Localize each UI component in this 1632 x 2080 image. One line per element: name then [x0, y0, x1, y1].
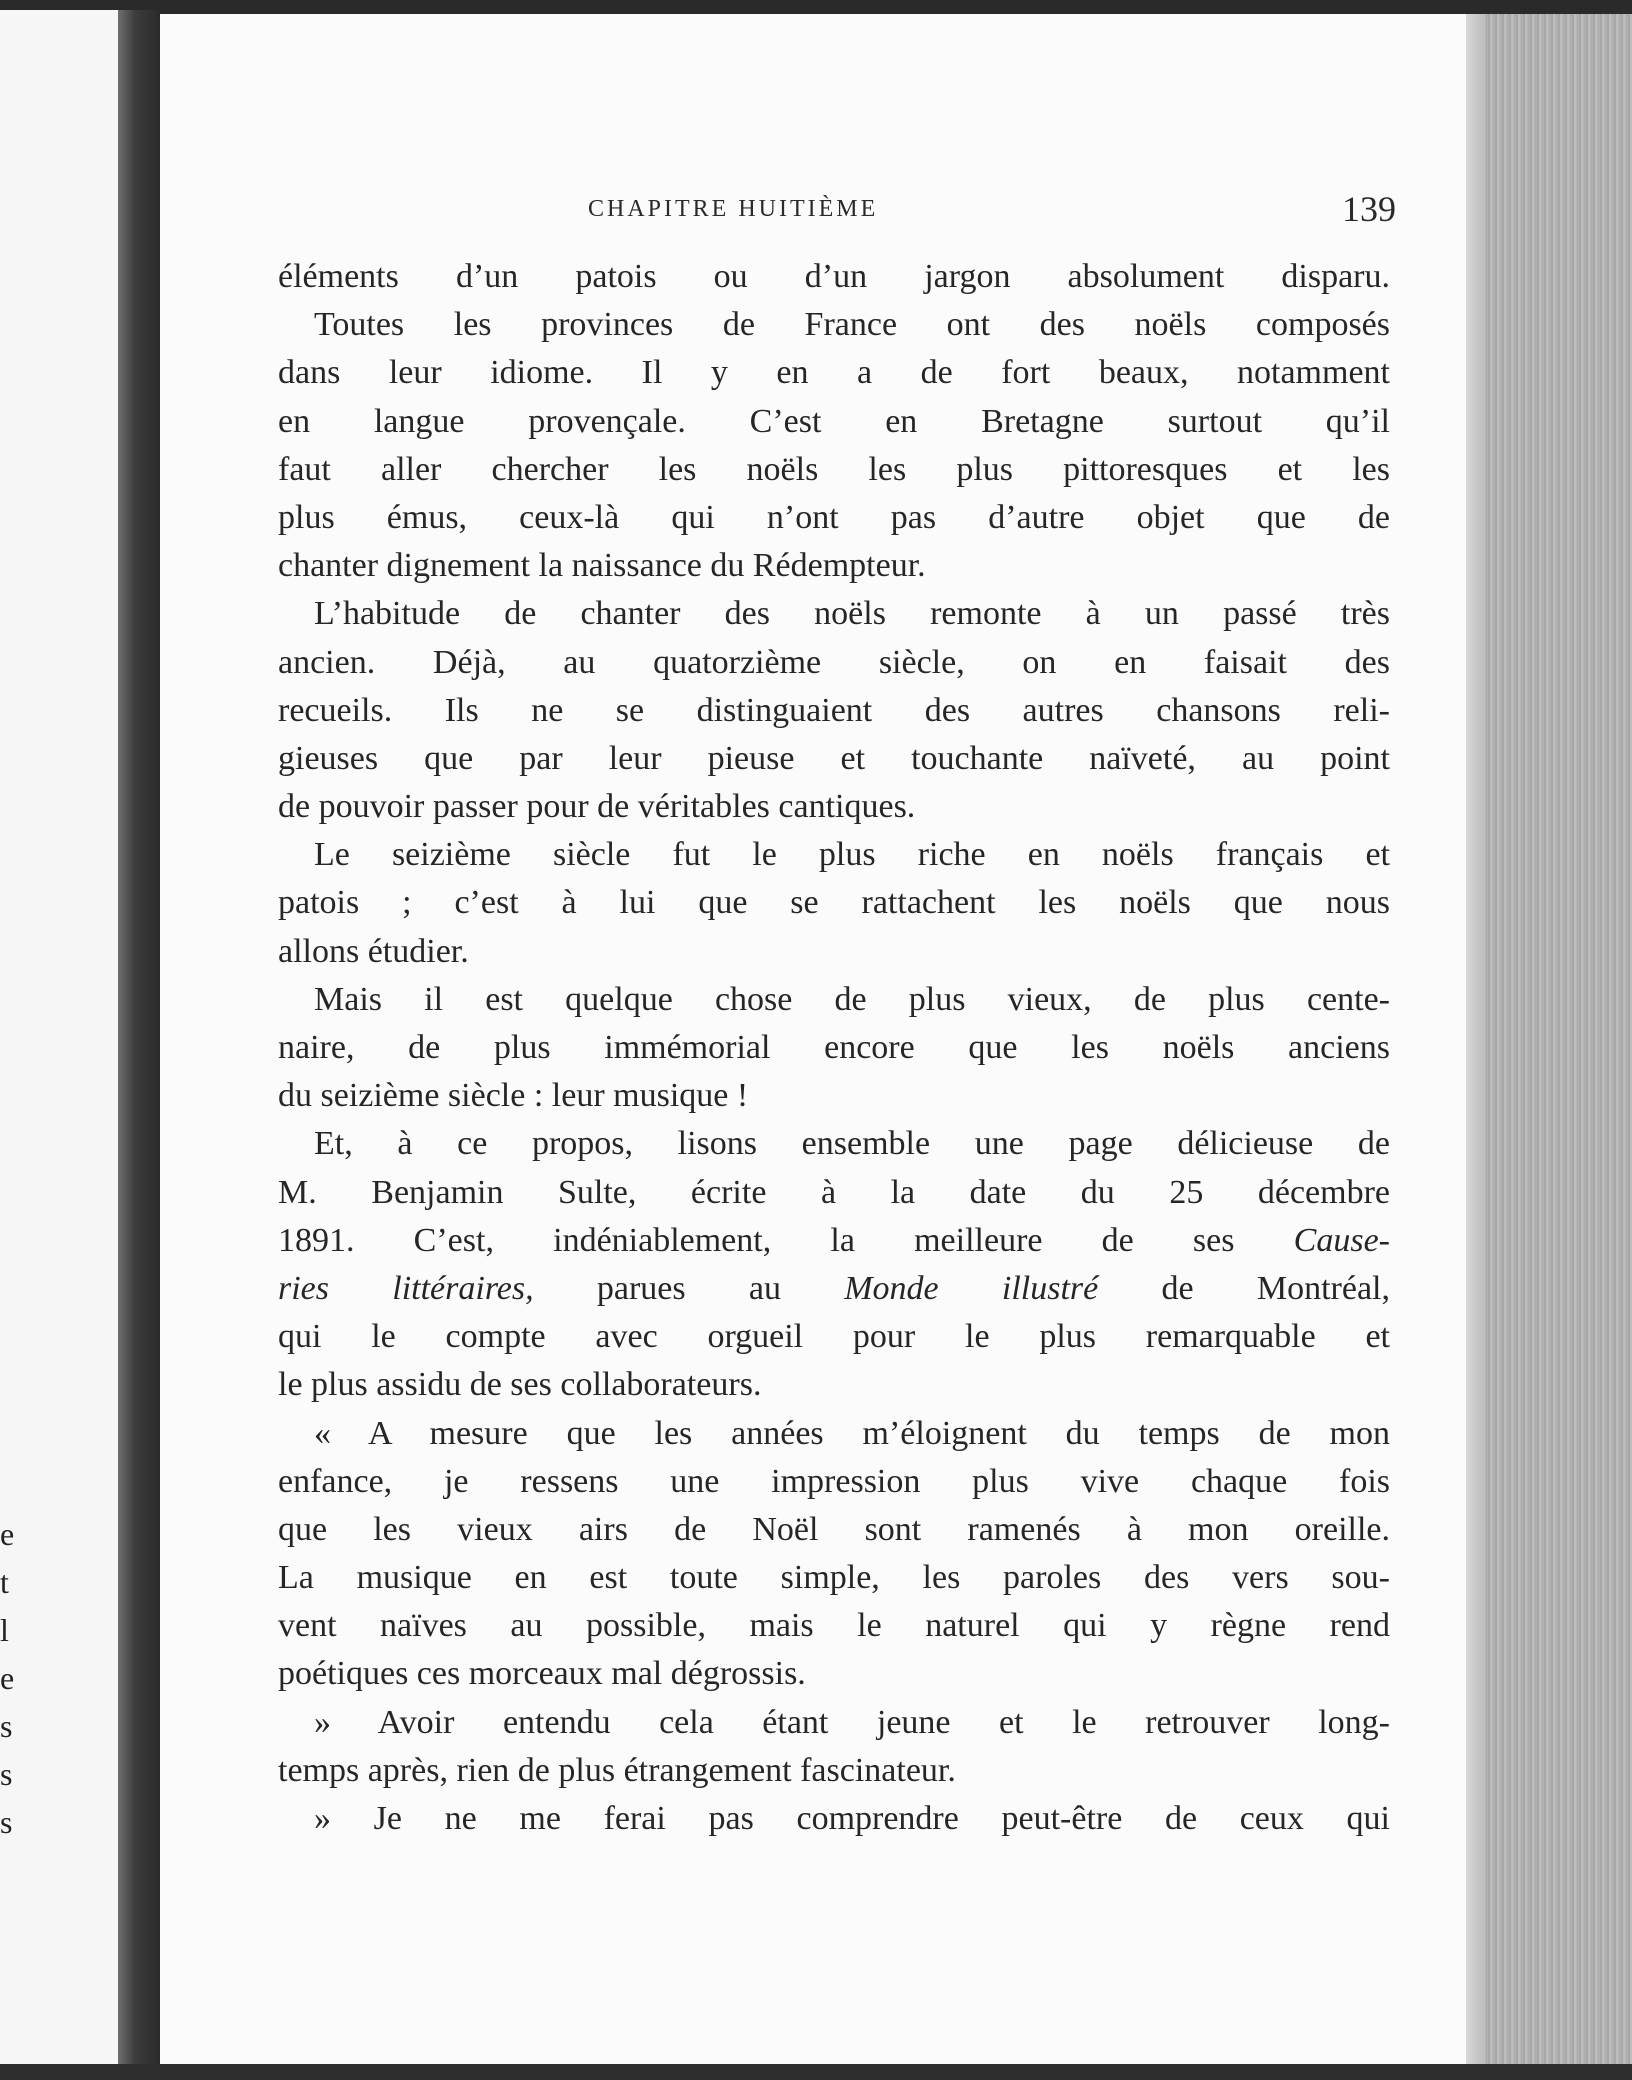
quotation-paragraph — [278, 1795, 1390, 1843]
text-line: poétiques ces morceaux mal dégrossis. — [278, 1655, 806, 1693]
paragraph — [278, 1120, 1390, 1409]
text-run: 1891. C’est, indéniablement, la meilleure de ses — [278, 1221, 1294, 1259]
text-line: Le seizième siècle fut le plus riche en noëls français et — [314, 836, 1390, 874]
text-line: ancien. Déjà, au quatorzième siècle, on en faisait des — [278, 643, 1390, 681]
running-title: CHAPITRE HUITIÈME — [588, 196, 879, 222]
italic-title: ries littéraires, — [278, 1269, 534, 1307]
left-fragment: l — [0, 1612, 9, 1648]
text-line: recueils. Ils ne se distinguaient des autres chansons reli- — [278, 691, 1390, 729]
text-line: patois ; c’est à lui que se rattachent les noëls que nous — [278, 884, 1390, 922]
text-line: Mais il est quelque chose de plus vieux, de plus cente- — [314, 980, 1390, 1018]
text-line: gieuses que par leur pieuse et touchante naïveté, au point — [278, 739, 1390, 777]
text-line: L’habitude de chanter des noëls remonte à un passé très — [314, 595, 1390, 633]
italic-title: Cause- — [1293, 1221, 1390, 1259]
paragraph — [278, 253, 1390, 301]
text-line: de pouvoir passer pour de véritables cantiques. — [278, 788, 916, 826]
quotation-paragraph — [278, 1410, 1390, 1699]
text-line: que les vieux airs de Noël sont ramenés à mon oreille. — [278, 1510, 1390, 1548]
text-line: dans leur idiome. Il y en a de fort beaux, notamment — [278, 354, 1390, 392]
text-line: allons étudier. — [278, 932, 469, 970]
paragraph — [278, 976, 1390, 1121]
text-line: enfance, je ressens une impression plus vive chaque fois — [278, 1462, 1390, 1500]
text-line: temps après, rien de plus étrangement fascinateur. — [278, 1751, 956, 1789]
page-fore-edge-shadow — [1466, 14, 1484, 2064]
text-line: La musique en est toute simple, les paroles des vers sou- — [278, 1559, 1390, 1597]
paragraph — [278, 831, 1390, 976]
left-page-margin — [0, 10, 118, 2070]
text-line: » Avoir entendu cela étant jeune et le retrouver long- — [314, 1703, 1390, 1741]
page-header — [160, 188, 1466, 236]
text-line — [278, 1265, 1390, 1313]
left-fragment: s — [0, 1756, 13, 1792]
book-page — [160, 14, 1466, 2064]
page-body — [278, 253, 1390, 1843]
text-line: Toutes les provinces de France ont des noëls composés — [314, 306, 1390, 344]
text-line: qui le compte avec orgueil pour le plus remarquable et — [278, 1318, 1390, 1356]
text-line: éléments d’un patois ou d’un jargon absolument disparu. — [278, 258, 1390, 295]
italic-title: Monde illustré — [844, 1269, 1099, 1307]
left-page-text-fragments — [0, 1510, 20, 1846]
text-line: faut aller chercher les noëls les plus pittoresques et les — [278, 450, 1390, 488]
book-gutter — [118, 10, 160, 2070]
text-line: naire, de plus immémorial encore que les noëls anciens — [278, 1029, 1390, 1066]
page-fore-edge — [1466, 14, 1632, 2064]
quotation-paragraph — [278, 1699, 1390, 1795]
left-fragment: e — [0, 1660, 15, 1696]
text-line: » Je ne me ferai pas comprendre peut-être de ceux qui — [314, 1800, 1390, 1837]
text-line: du seizième siècle : leur musique ! — [278, 1077, 749, 1115]
text-line: M. Benjamin Sulte, écrite à la date du 25 décembre — [278, 1173, 1390, 1211]
left-fragment: s — [0, 1708, 13, 1744]
scan-bottom-border — [0, 2064, 1632, 2080]
text-line: en langue provençale. C’est en Bretagne surtout qu’il — [278, 402, 1390, 440]
text-line — [278, 1217, 1390, 1265]
text-line: Et, à ce propos, lisons ensemble une page délicieuse de — [314, 1125, 1390, 1163]
left-fragment: s — [0, 1804, 13, 1840]
page-number: 139 — [1342, 189, 1396, 229]
text-line: le plus assidu de ses collaborateurs. — [278, 1366, 762, 1404]
text-line: plus émus, ceux-là qui n’ont pas d’autre objet que de — [278, 498, 1390, 536]
left-fragment: t — [0, 1564, 9, 1600]
paragraph — [278, 301, 1390, 590]
paragraph — [278, 590, 1390, 831]
left-fragment: e — [0, 1516, 15, 1552]
text-line: vent naïves au possible, mais le naturel qui y règne rend — [278, 1607, 1390, 1645]
text-run: parues au — [533, 1269, 845, 1307]
text-line: chanter dignement la naissance du Rédempteur. — [278, 547, 926, 585]
scan-top-border — [0, 0, 1632, 14]
text-line: « A mesure que les années m’éloignent du temps de mon — [314, 1414, 1390, 1452]
text-run: de Montréal, — [1098, 1269, 1390, 1307]
